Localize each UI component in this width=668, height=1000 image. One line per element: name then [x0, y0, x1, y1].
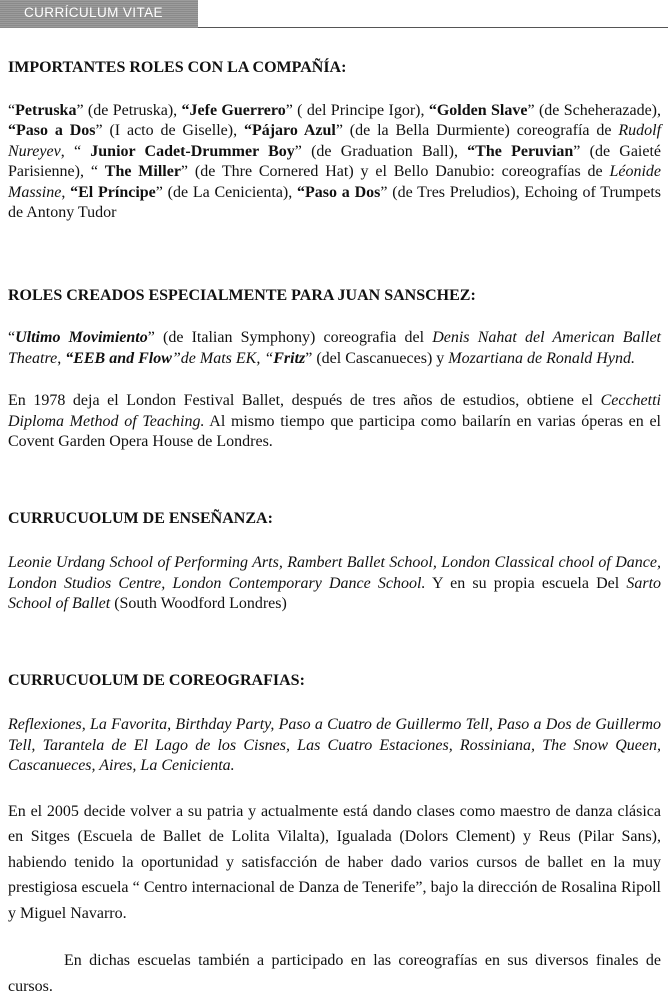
- section-heading-ensenanza: CURRUCUOLUM DE ENSEÑANZA:: [8, 509, 273, 527]
- text-run: ” (de la Bella Durmiente) coreografía de: [335, 122, 619, 139]
- text-run: Cecchetti Diploma Method of Teaching.: [8, 392, 661, 430]
- paragraph-ensenanza: [8, 553, 661, 615]
- text-run: ,: [61, 183, 71, 201]
- text-run: ” (de Thre Cornered Hat) y el Bello Danubio: coreografías de: [180, 163, 610, 180]
- text-run: Reflexiones, La Favorita, Birthday Party, Paso a Cuatro de Guillermo Tell, Paso a Dos de Guillermo Tell, Tarantela de El Lago de los Cisnes, Las Cuatro Estaciones, Rossiniana, The Snow Queen, Cascanueces, Aires, La Cenicienta.: [8, 716, 661, 774]
- text-run: Rudolf Nureyev: [8, 122, 662, 160]
- text-run: Ultimo Movimiento: [15, 329, 148, 346]
- header-band: [0, 0, 198, 28]
- section-heading-roles-creados: ROLES CREADOS ESPECIALMENTE PARA JUAN SANSCHEZ:: [8, 286, 476, 304]
- text-run: Mozartiana de Ronald Hynd.: [448, 349, 635, 367]
- text-run: ” (de Scheherazade),: [527, 101, 662, 119]
- document-body: [8, 58, 661, 999]
- text-run: ” ( del Principe Igor),: [285, 101, 429, 119]
- text-run: “El Príncipe: [70, 183, 156, 201]
- text-run: ”de Mats EK, “: [171, 349, 274, 367]
- text-run: “The Peruvian: [467, 142, 574, 160]
- text-run: “EEB and Flow: [65, 349, 172, 367]
- text-run: The Miller: [104, 163, 181, 180]
- text-run: (South Woodford Londres): [110, 595, 287, 612]
- text-run: Denis Nahat del American Ballet Theatre: [8, 329, 661, 367]
- text-run: Fritz: [273, 349, 306, 367]
- text-run: , “: [60, 142, 91, 160]
- text-run: Leonie Urdang School of Performing Arts, Rambert Ballet School, London Classical chool of Dance, London Studios Centre, London Contemporary Dance School.: [8, 554, 661, 592]
- section-heading-roles-compania: IMPORTANTES ROLES CON LA COMPAÑÍA:: [8, 59, 347, 76]
- text-run: Sarto School of Ballet: [8, 574, 662, 612]
- paragraph-coreografias-list: [8, 715, 661, 777]
- text-run: Léonide Massine: [8, 163, 662, 201]
- text-run: ” (de Petruska),: [76, 101, 182, 119]
- header-label: CURRÍCULUM VITAE: [24, 5, 163, 20]
- text-run: ,: [57, 349, 66, 367]
- text-run: “Pájaro Azul: [243, 122, 336, 139]
- text-run: ” (del Cascanueces) y: [305, 349, 449, 367]
- text-run: ” (de Gaieté Parisienne), “: [8, 142, 662, 180]
- paragraph-london-festival: [8, 391, 661, 453]
- text-run: ” (de Tres Preludios), Echoing of Trumpets de Antony Tudor: [8, 183, 662, 221]
- header-rule: [198, 27, 668, 28]
- text-run: “Golden Slave: [428, 101, 528, 119]
- text-run: “: [8, 329, 16, 346]
- text-run: Y en su propia escuela Del: [425, 574, 627, 592]
- text-run: ” (I acto de Giselle),: [95, 122, 244, 139]
- paragraph-escuelas: [8, 948, 661, 999]
- text-run: Petruska: [15, 101, 77, 119]
- text-run: “: [8, 101, 16, 119]
- text-run: En dichas escuelas también a participado en las coreografías en sus diversos finales de cursos.: [8, 952, 661, 995]
- text-run: Al mismo tiempo que participa como bailarín en varias óperas en el Covent Garden Opera House de Londres.: [8, 412, 662, 450]
- paragraph-roles-creados: [8, 328, 661, 369]
- text-run: “Jefe Guerrero: [181, 101, 286, 119]
- text-run: ” (de Italian Symphony) coreografia del: [147, 329, 433, 346]
- text-run: “Paso a Dos: [8, 122, 96, 139]
- text-run: En 1978 deja el London Festival Ballet, después de tres años de estudios, obtiene el: [8, 392, 601, 409]
- paragraph-roles-compania: [8, 101, 661, 224]
- text-run: ” (de La Cenicienta),: [155, 183, 298, 201]
- text-run: “Paso a Dos: [297, 183, 381, 201]
- text-run: En el 2005 decide volver a su patria y actualmente está dando clases como maestro de danza clásica en Sitges (Escuela de Ballet de Lolita Vilalta), Igualada (Dolors Clement) y Reus (Pilar Sans), habiendo tenido la oportunidad y satisfacción de haber dado varios cursos de ballet en la muy prestigiosa escuela “ Centro internacional de Danza de Tenerife”, bajo la dirección de Rosalina Ripoll y Miguel Navarro.: [8, 802, 661, 922]
- paragraph-2005: [8, 799, 661, 927]
- section-heading-coreografias: CURRUCUOLUM DE COREOGRAFIAS:: [8, 671, 305, 689]
- text-run: Junior Cadet-Drummer Boy: [90, 142, 295, 160]
- text-run: ” (de Graduation Ball),: [294, 142, 468, 160]
